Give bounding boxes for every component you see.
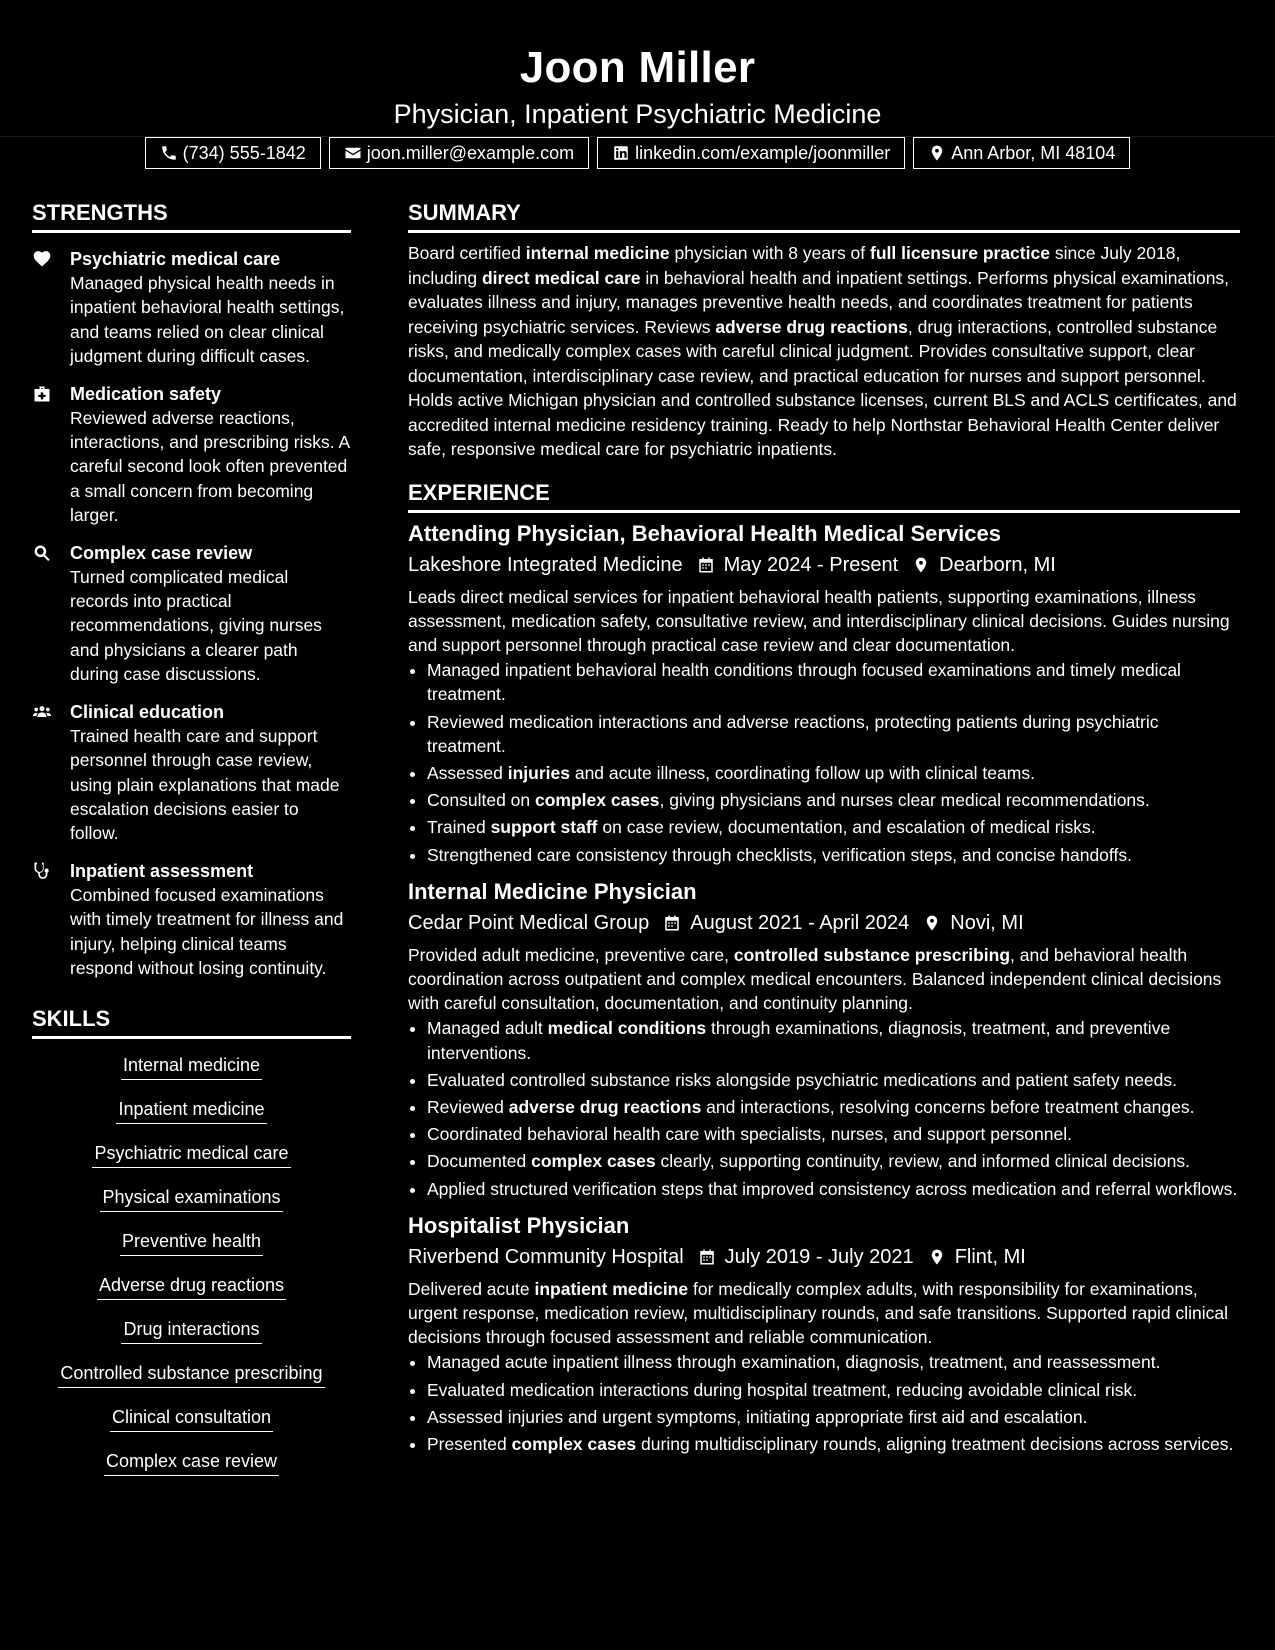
bold-keyword: medical conditions	[547, 1018, 707, 1039]
experience-list	[408, 519, 1240, 1457]
strengths-list	[32, 247, 351, 980]
job-bullet: • Managed inpatient behavioral health conditions through focused examinations and timely medical treatment.	[427, 658, 1240, 706]
strength-desc: Trained health care and support personnel through case review, using plain explanations that made escalation decisions easier to follow.	[70, 725, 340, 844]
bold-keyword: adverse drug reactions	[508, 1096, 702, 1117]
job-description: Leads direct medical services for inpatient behavioral health patients, supporting examinations, illness assessment, medication safety, consultative review, and interdisciplinary clinical decisions. Guides nursing and support personnel through practical case review and clear documentation.	[408, 586, 1230, 655]
job-company: Riverbend Community Hospital	[408, 1245, 684, 1268]
skill-tag: Preventive health	[120, 1229, 263, 1256]
strength-item	[32, 541, 351, 687]
summary-text: Board certified internal medicine physician with 8 years of full licensure practice since July 2018, including direct medical care in behavioral health and inpatient settings. Performs physical examinations, evaluates illness and injury, manages preventive health needs, and coordinates treatment for patients receiving psychiatric services. Reviews adverse drug reactions, drug interactions, controlled substance risks, and medically complex cases with careful clinical judgment. Provides consultative support, clear documentation, interdisciplinary case review, and practical education for nurses and support personnel. Holds active Michigan physician and controlled substance licenses, current BLS and ACLS certificates, and accredited internal medicine residency training. Ready to help Northstar Behavioral Health Center deliver safe, responsive medical care for psychiatric inpatients.	[408, 243, 1237, 459]
job-title: Hospitalist Physician	[408, 1212, 630, 1238]
strength-title: Psychiatric medical care	[70, 249, 281, 269]
job-dates: August 2021 - April 2024	[690, 911, 910, 934]
job-bullet: • Assessed injuries and urgent symptoms, initiating appropriate first aid and escalation.	[427, 1405, 1240, 1429]
skill-tag: Drug interactions	[121, 1317, 261, 1344]
phone-icon	[160, 144, 178, 162]
strength-title: Medication safety	[70, 383, 222, 404]
skill-tag: Controlled substance prescribing	[58, 1361, 324, 1388]
bold-keyword: injuries	[507, 762, 570, 783]
job-meta	[408, 550, 1240, 580]
bold-keyword: complex cases	[531, 1151, 656, 1172]
email-text: joon.miller@example.com	[366, 143, 575, 163]
stethoscope-icon	[32, 861, 52, 881]
job-bullet: • Reviewed medication interactions and adverse reactions, protecting patients during psychiatric treatment.	[427, 710, 1240, 758]
bold-keyword: complex cases	[511, 1433, 637, 1454]
job-bullet: • Reviewed adverse drug reactions and interactions, resolving concerns before treatment changes.	[427, 1095, 1240, 1119]
skills-heading: SKILLS	[32, 1004, 351, 1039]
calendar-icon	[663, 914, 681, 932]
envelope-icon	[344, 144, 362, 162]
strength-item	[32, 859, 351, 981]
bold-keyword: support staff	[490, 817, 598, 838]
strength-desc: Turned complicated medical records into practical recommendations, giving nurses and physicians a clearer path during case discussions.	[70, 566, 322, 685]
strength-item	[32, 247, 351, 369]
skill-tag: Physical examinations	[100, 1185, 282, 1212]
job-description: Provided adult medicine, preventive care, controlled substance prescribing, and behavioral health coordination across outpatient and complex medical encounters. Balanced independent clinical decisions with careful consultation, documentation, and continuity planning.	[408, 944, 1222, 1014]
job-location: Dearborn, MI	[939, 553, 1056, 576]
job-bullet: • Managed adult medical conditions through examinations, diagnosis, treatment, and preventive interventions.	[427, 1016, 1240, 1064]
resume-header	[0, 0, 1275, 163]
linkedin-text: linkedin.com/example/joonmiller	[635, 143, 891, 163]
bold-keyword: adverse drug reactions	[715, 316, 908, 337]
map-pin-icon	[923, 914, 941, 932]
map-pin-icon	[928, 1248, 946, 1266]
job-title: Internal Medicine Physician	[408, 878, 697, 904]
bold-keyword: complex cases	[535, 790, 660, 811]
job-company: Cedar Point Medical Group	[408, 911, 650, 934]
skill-tag: Internal medicine	[121, 1053, 262, 1080]
contact-linkedin[interactable]	[597, 137, 905, 169]
candidate-title: Physician, Inpatient Psychiatric Medicine	[393, 99, 882, 129]
job-bullet: • Presented complex cases during multidisciplinary rounds, aligning treatment decisions across services.	[427, 1432, 1240, 1456]
job-entry	[408, 877, 1240, 1201]
map-pin-icon	[928, 144, 946, 162]
summary-heading: SUMMARY	[408, 198, 1240, 233]
job-bullet: • Coordinated behavioral health care with specialists, nurses, and support personnel.	[427, 1122, 1240, 1146]
strengths-heading: STRENGTHS	[32, 198, 351, 233]
calendar-icon	[697, 556, 715, 574]
search-icon	[32, 543, 52, 563]
location-text: Ann Arbor, MI 48104	[951, 143, 1116, 163]
job-location: Novi, MI	[950, 911, 1024, 934]
job-entry	[408, 1211, 1240, 1456]
job-bullet: • Evaluated controlled substance risks alongside psychiatric medications and patient safety needs.	[427, 1068, 1240, 1092]
skill-tag: Adverse drug reactions	[97, 1273, 286, 1300]
right-column	[408, 198, 1240, 1459]
bold-keyword: controlled substance prescribing	[733, 944, 1011, 965]
map-pin-icon	[912, 556, 930, 574]
users-icon	[32, 702, 52, 722]
job-bullet: • Evaluated medication interactions during hospital treatment, reducing avoidable clinical risk.	[427, 1378, 1240, 1402]
strength-item	[32, 382, 351, 528]
job-bullets	[408, 658, 1240, 867]
contact-email[interactable]	[329, 137, 589, 169]
calendar-icon	[698, 1248, 716, 1266]
strength-title: Clinical education	[70, 701, 225, 722]
job-bullet: • Documented complex cases clearly, supporting continuity, review, and informed clinical decisions.	[427, 1149, 1240, 1173]
job-bullet: • Consulted on complex cases, giving physicians and nurses clear medical recommendations.	[427, 788, 1240, 812]
job-bullets	[408, 1350, 1240, 1456]
job-title: Attending Physician, Behavioral Health Medical Services	[408, 520, 1001, 546]
skill-tag: Psychiatric medical care	[92, 1141, 290, 1168]
left-column	[32, 198, 351, 1487]
strength-title: Inpatient assessment	[70, 860, 254, 881]
job-meta	[408, 908, 1240, 938]
experience-heading: EXPERIENCE	[408, 478, 1240, 513]
strength-title: Complex case review	[70, 542, 253, 563]
job-company: Lakeshore Integrated Medicine	[408, 553, 683, 576]
job-bullet: • Trained support staff on case review, documentation, and escalation of medical risks.	[427, 815, 1240, 839]
strength-desc: Managed physical health needs in inpatient behavioral health settings, and teams relied on clear clinical judgment during difficult cases.	[70, 273, 345, 367]
job-location: Flint, MI	[954, 1245, 1026, 1268]
skill-tag: Complex case review	[104, 1449, 279, 1476]
skill-tag: Clinical consultation	[110, 1405, 273, 1432]
phone-text: (734) 555-1842	[182, 143, 306, 163]
skill-tag: Inpatient medicine	[116, 1097, 266, 1124]
job-dates: July 2019 - July 2021	[724, 1245, 914, 1268]
job-description: Delivered acute inpatient medicine for medically complex adults, with responsibility for examinations, urgent response, medication review, multidisciplinary rounds, and safe transitions. Supported rapid clinical decisions through focused assessment and reliable communication.	[408, 1278, 1229, 1348]
job-meta	[408, 1242, 1240, 1272]
linkedin-icon	[612, 144, 630, 162]
strength-desc: Combined focused examinations with timely treatment for illness and injury, helping clinical teams respond without losing continuity.	[70, 884, 344, 978]
bold-keyword: inpatient medicine	[534, 1278, 689, 1299]
contact-bar	[0, 137, 1275, 169]
job-bullet: • Applied structured verification steps that improved consistency across medication and referral workflows.	[427, 1177, 1240, 1201]
medical-kit-icon	[32, 384, 52, 404]
strength-item	[32, 700, 351, 846]
heart-icon	[32, 249, 52, 269]
candidate-name: Joon Miller	[519, 43, 756, 92]
job-entry	[408, 519, 1240, 867]
contact-phone[interactable]	[145, 137, 321, 169]
bold-keyword: direct medical care	[481, 267, 641, 288]
bold-keyword: internal medicine	[525, 243, 670, 263]
job-bullet: • Managed acute inpatient illness through examination, diagnosis, treatment, and reassessment.	[427, 1350, 1240, 1374]
contact-location	[913, 137, 1130, 169]
bold-keyword: full licensure practice	[870, 243, 1050, 263]
job-bullet: • Assessed injuries and acute illness, coordinating follow up with clinical teams.	[427, 761, 1240, 785]
strength-desc: Reviewed adverse reactions, interactions, and prescribing risks. A careful second look often prevented a small concern from becoming larger.	[70, 407, 350, 526]
job-bullet: • Strengthened care consistency through checklists, verification steps, and concise handoffs.	[427, 843, 1240, 867]
job-dates: May 2024 - Present	[723, 553, 899, 576]
job-bullets	[408, 1016, 1240, 1200]
skills-list	[32, 1047, 351, 1487]
